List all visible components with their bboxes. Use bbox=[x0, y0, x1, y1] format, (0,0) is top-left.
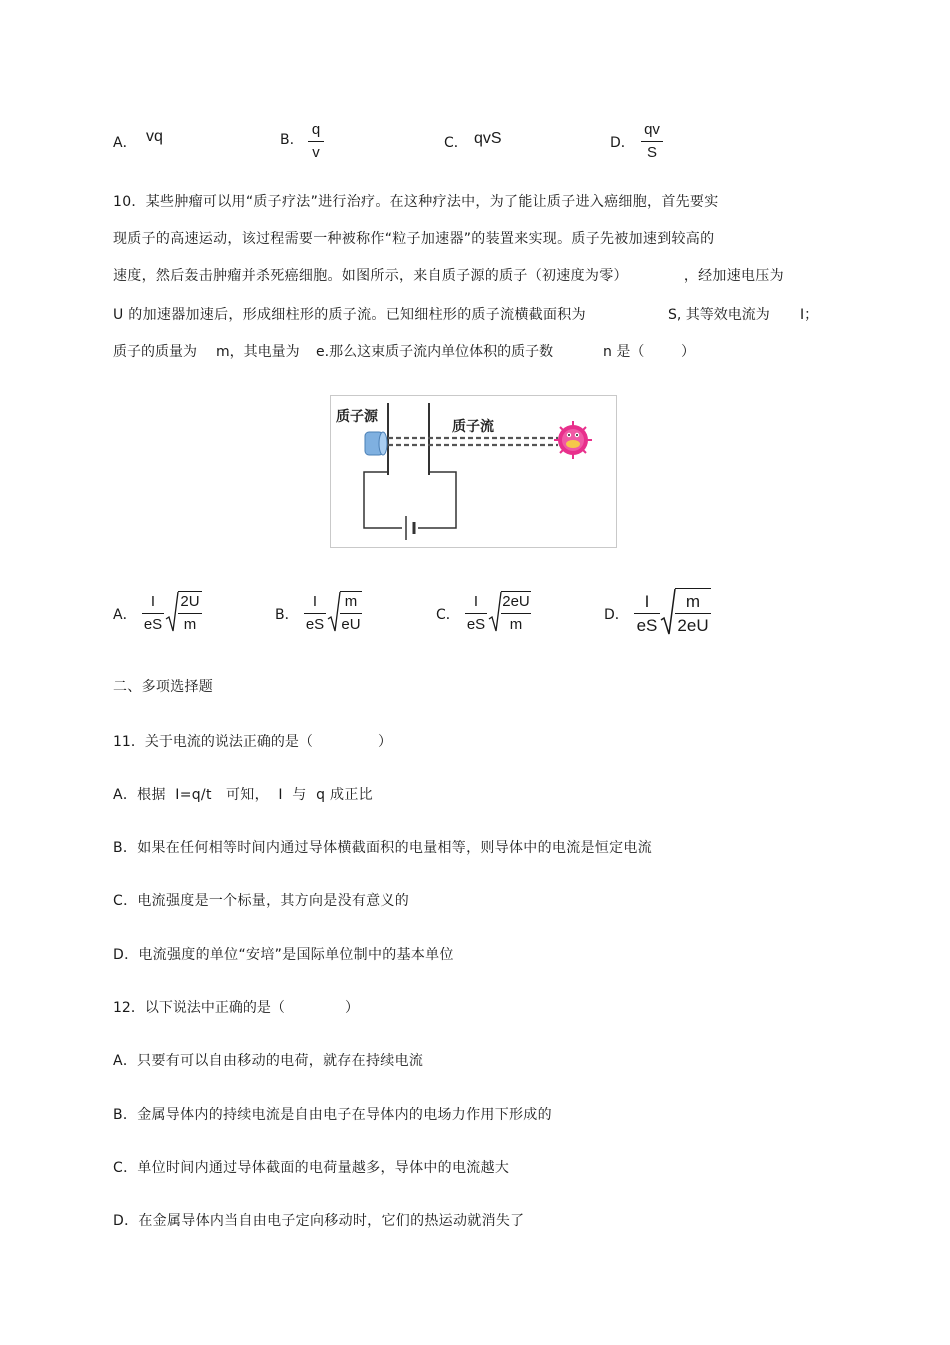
q10-line-4-part-c: I； bbox=[800, 307, 819, 323]
section-2-title: 二、多项选择题 bbox=[113, 679, 214, 695]
sqrt-vinculum bbox=[675, 588, 711, 589]
outer-numerator: I bbox=[473, 593, 479, 610]
q10-option-a-inner-fraction bbox=[178, 592, 202, 635]
inner-denominator: m bbox=[509, 616, 523, 633]
proton-stream-label: 质子流 bbox=[452, 418, 494, 434]
outer-numerator: I bbox=[312, 593, 318, 610]
outer-denominator: eS bbox=[466, 616, 486, 633]
q9-option-a-label: A． bbox=[113, 135, 137, 151]
q10-option-a-label: A． bbox=[113, 607, 137, 623]
q10-line-5-part-c: e.那么这束质子流内单位体积的质子数 bbox=[316, 344, 554, 360]
inner-denominator: eU bbox=[341, 616, 361, 633]
inner-denominator: 2eU bbox=[677, 616, 709, 635]
q12-stem: 12．以下说法中正确的是（ bbox=[113, 1000, 285, 1016]
proton-source-face bbox=[379, 432, 387, 455]
inner-numerator: 2eU bbox=[502, 593, 530, 610]
q9-option-d-label: D． bbox=[610, 135, 635, 151]
q12-option-c: C．单位时间内通过导体截面的电荷量越多，导体中的电流越大 bbox=[113, 1160, 510, 1176]
inner-denominator: m bbox=[183, 616, 197, 633]
q11-option-c: C．电流强度是一个标量，其方向是没有意义的 bbox=[113, 893, 410, 909]
q10-line-5-part-d: n 是（ bbox=[603, 344, 645, 360]
q10-line-3-part-b: ，经加速电压为 bbox=[683, 268, 784, 284]
accelerator-figure bbox=[330, 395, 617, 548]
fraction-bar bbox=[308, 141, 324, 142]
outer-numerator: I bbox=[150, 593, 156, 610]
sqrt-sign-icon bbox=[660, 588, 676, 638]
inner-numerator: m bbox=[344, 593, 358, 610]
q10-option-d-label: D． bbox=[604, 607, 629, 623]
fraction-bar bbox=[641, 141, 663, 142]
q10-option-c-label: C． bbox=[436, 607, 460, 623]
q10-line-2: 现质子的高速运动，该过程需要一种被称作“粒子加速器”的装置来实现。质子先被加速到较高的 bbox=[113, 231, 715, 247]
q10-line-1: 10．某些肿瘤可以用“质子疗法”进行治疗。在这种疗法中，为了能让质子进入癌细胞，首先要实 bbox=[113, 194, 719, 210]
fraction-bar bbox=[465, 613, 487, 614]
q11-stem-close: ） bbox=[378, 734, 392, 750]
q10-line-3-part-a: 速度，然后轰击肿瘤并杀死癌细胞。如图所示，来自质子源的质子（初速度为零） bbox=[113, 268, 628, 284]
outer-numerator: I bbox=[644, 592, 650, 611]
q11-option-a: A．根据 I=q/t 可知， I 与 q 成正比 bbox=[113, 787, 373, 803]
fraction-bar bbox=[304, 613, 326, 614]
q12-option-d: D．在金属导体内当自由电子定向移动时，它们的热运动就消失了 bbox=[113, 1213, 525, 1229]
q9-option-b-label: B. bbox=[280, 132, 295, 148]
q10-option-a-outer-fraction bbox=[142, 592, 164, 635]
q10-option-d-outer-fraction bbox=[634, 591, 660, 636]
q9-option-c-label: C． bbox=[444, 135, 468, 151]
q11-option-b: B．如果在任何相等时间内通过导体横截面积的电量相等，则导体中的电流是恒定电流 bbox=[113, 840, 653, 856]
q9-option-d-denominator: S bbox=[646, 144, 657, 161]
q10-line-5-part-a: 质子的质量为 bbox=[113, 344, 197, 360]
fraction-bar bbox=[340, 613, 362, 614]
q10-option-c-inner-fraction bbox=[501, 592, 531, 635]
outer-denominator: eS bbox=[636, 616, 658, 635]
inner-numerator: m bbox=[685, 592, 701, 611]
outer-denominator: eS bbox=[143, 616, 163, 633]
q10-line-5-part-e: ） bbox=[681, 344, 695, 360]
q10-line-5-part-b: m，其电量为 bbox=[216, 344, 300, 360]
q10-line-3 bbox=[113, 265, 784, 285]
q10-option-c-outer-fraction bbox=[465, 592, 487, 635]
q10-line-4-part-a: U 的加速器加速后，形成细柱形的质子流。已知细柱形的质子流横截面积为 bbox=[113, 307, 586, 323]
sqrt-sign-icon bbox=[488, 591, 502, 635]
sqrt-sign-icon bbox=[327, 591, 341, 635]
q10-line-4 bbox=[113, 304, 586, 324]
q11-option-d: D．电流强度的单位“安培”是国际单位制中的基本单位 bbox=[113, 947, 454, 963]
q11-stem: 11．关于电流的说法正确的是（ bbox=[113, 734, 313, 750]
accelerator-diagram bbox=[330, 395, 617, 548]
fraction-bar bbox=[501, 613, 531, 614]
q9-option-b-numerator: q bbox=[311, 121, 321, 138]
q9-option-d-numerator: qv bbox=[644, 121, 660, 138]
q9-option-b-fraction bbox=[308, 120, 324, 163]
fraction-bar bbox=[675, 613, 711, 614]
inner-numerator: 2U bbox=[180, 593, 200, 610]
outer-denominator: eS bbox=[305, 616, 325, 633]
q10-option-d-inner-fraction bbox=[675, 591, 711, 636]
q12-stem-close: ） bbox=[345, 1000, 359, 1016]
q9-option-c-expr: qvS bbox=[474, 130, 502, 147]
fraction-bar bbox=[634, 613, 660, 614]
q12-option-a: A．只要有可以自由移动的电荷，就存在持续电流 bbox=[113, 1053, 424, 1069]
sqrt-sign-icon bbox=[165, 591, 179, 635]
fraction-bar bbox=[178, 613, 202, 614]
q10-line-4-part-b: S, 其等效电流为 bbox=[668, 307, 770, 323]
q9-option-d-fraction bbox=[641, 120, 663, 163]
fraction-bar bbox=[142, 613, 164, 614]
q12-option-b: B．金属导体内的持续电流是自由电子在导体内的电场力作用下形成的 bbox=[113, 1107, 552, 1123]
q9-option-b-denominator: v bbox=[312, 144, 320, 161]
q10-option-b-label: B． bbox=[275, 607, 299, 623]
proton-source-label: 质子源 bbox=[336, 408, 378, 424]
q9-option-a-expr: vq bbox=[146, 128, 163, 145]
q10-option-b-inner-fraction bbox=[340, 592, 362, 635]
q10-option-b-outer-fraction bbox=[304, 592, 326, 635]
